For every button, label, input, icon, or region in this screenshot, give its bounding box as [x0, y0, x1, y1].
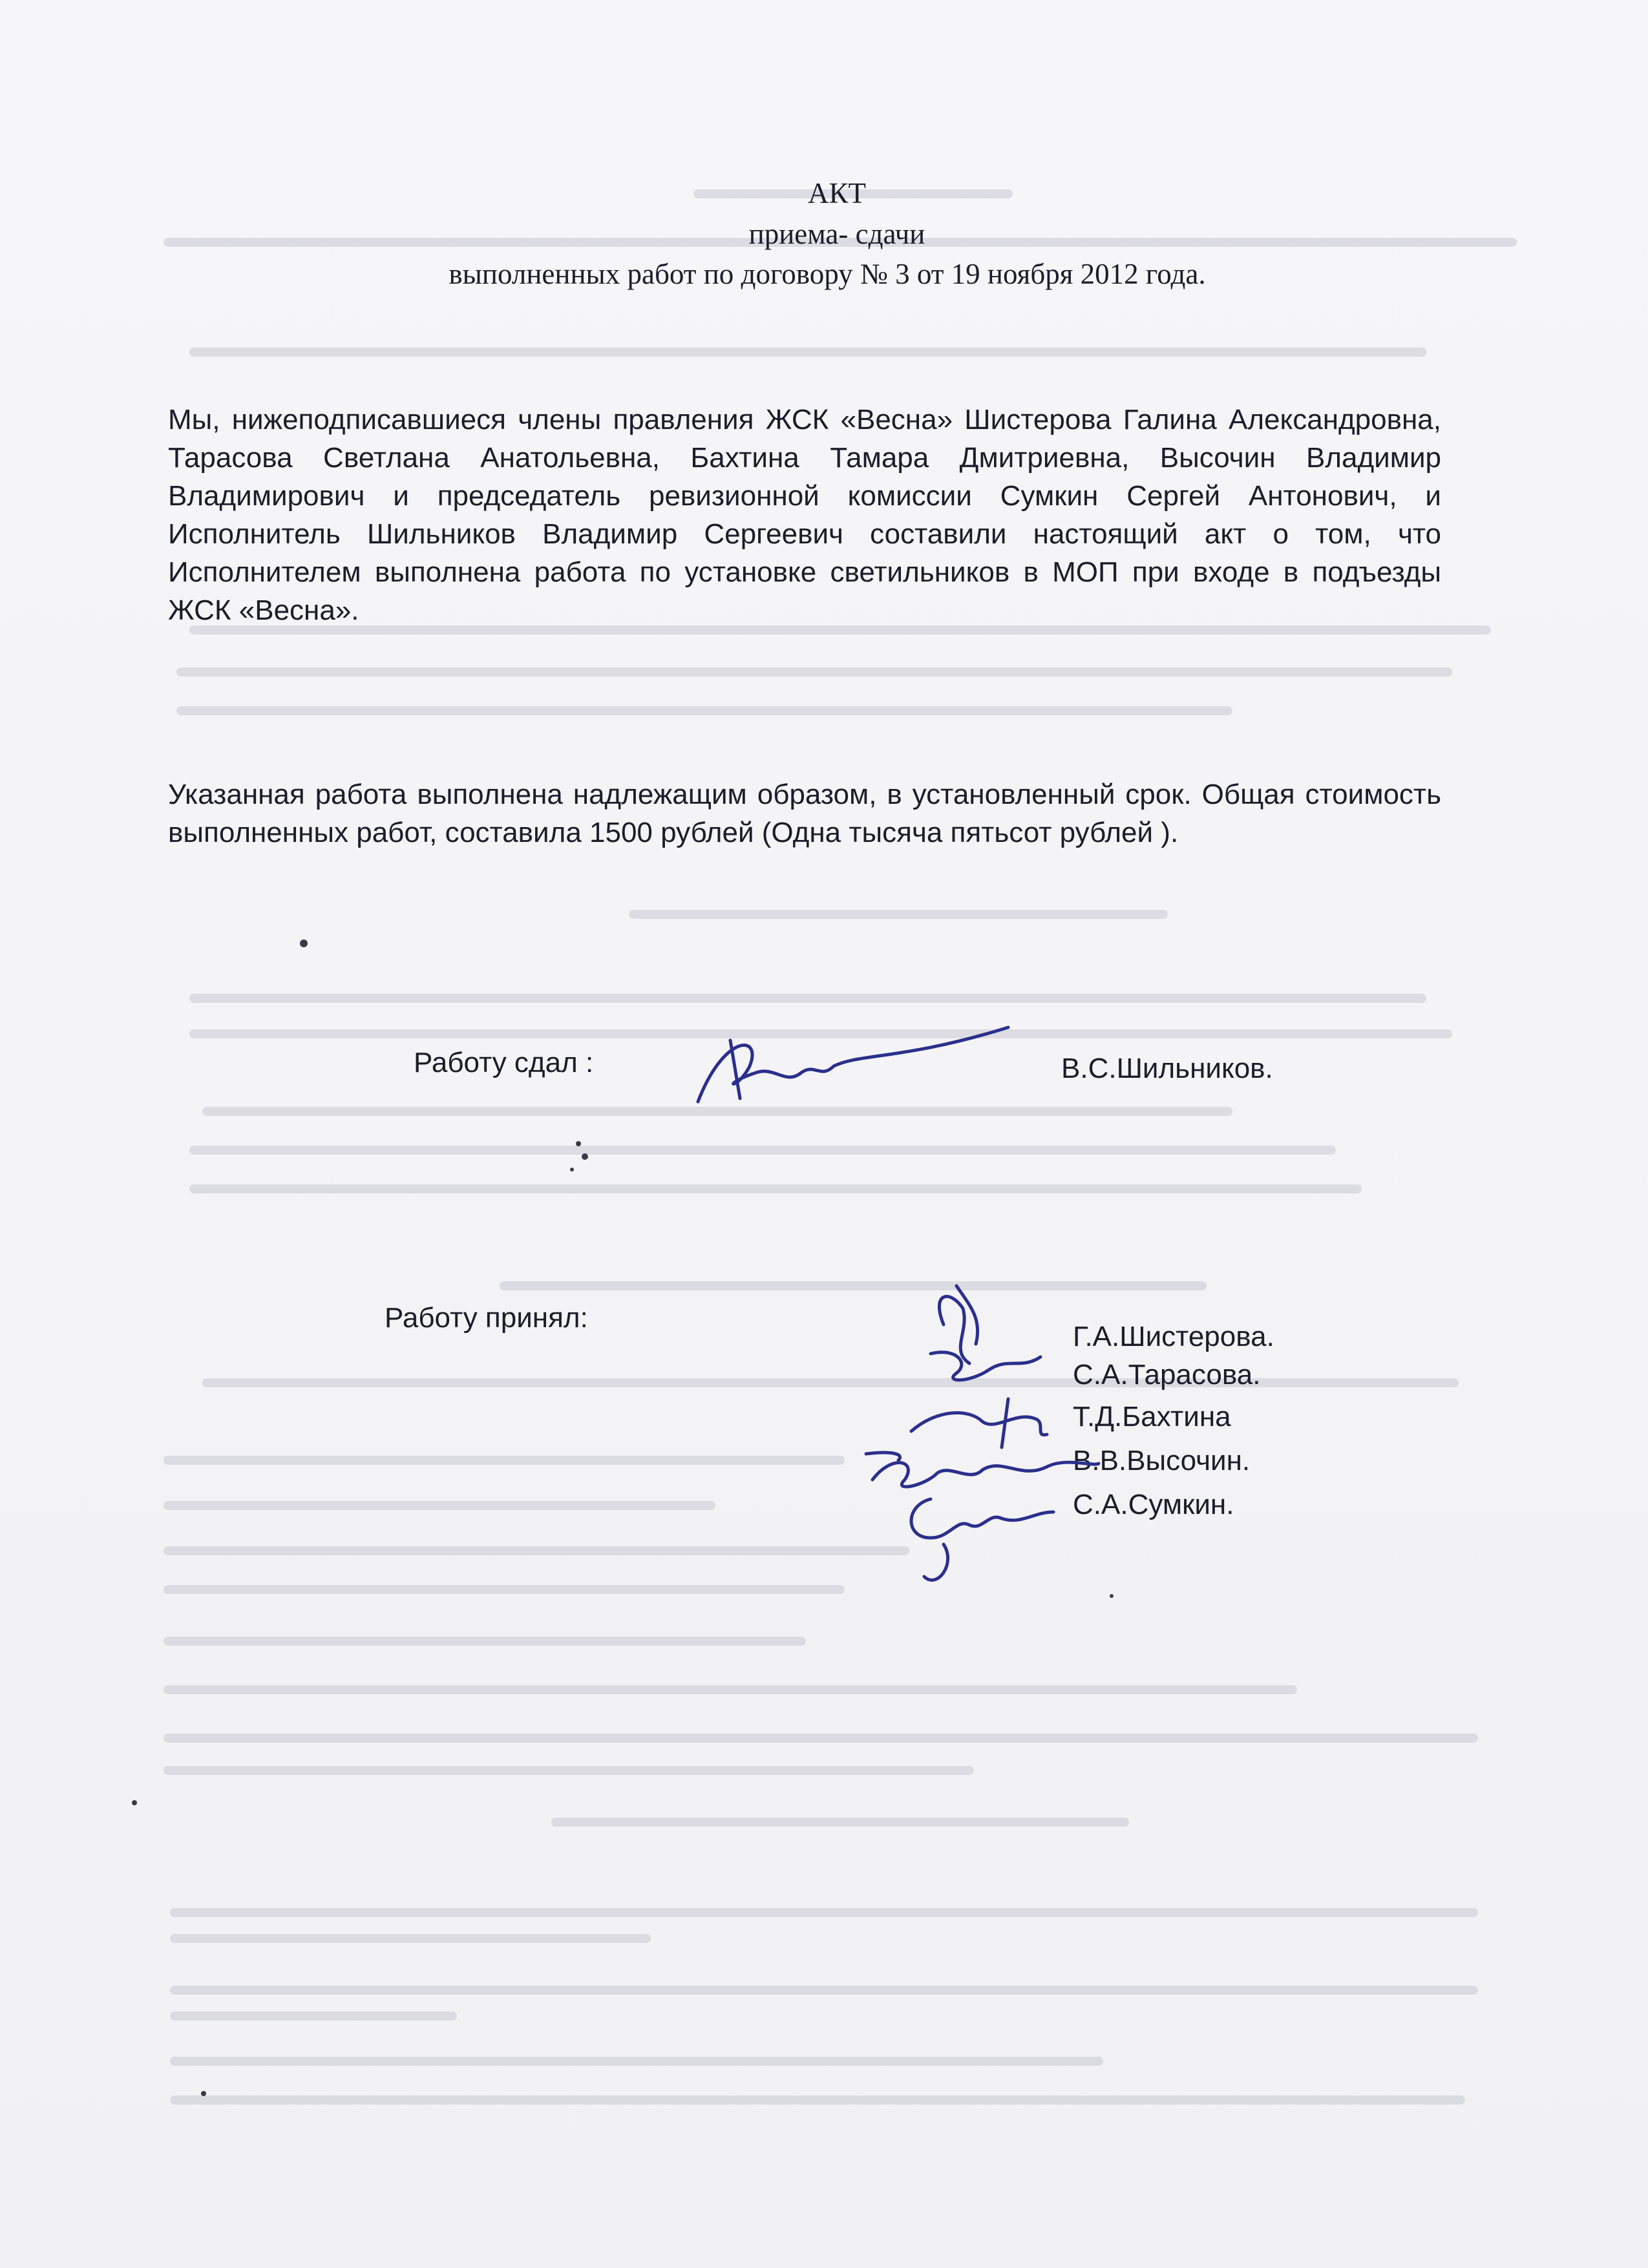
accepted-label: Работу принял:: [385, 1302, 588, 1334]
signature-sumkin: [911, 1499, 1053, 1580]
accepted-name-5: С.А.Сумкин.: [1073, 1489, 1234, 1520]
accepted-name-2: С.А.Тарасова.: [1073, 1359, 1261, 1391]
signature-bakhtina: [911, 1399, 1047, 1447]
handed-over-name: В.С.Шильников.: [1061, 1053, 1273, 1084]
accepted-name-1: Г.А.Шистерова.: [1073, 1321, 1274, 1352]
signature-vysochin: [866, 1453, 1099, 1487]
accepted-name-3: Т.Д.Бахтина: [1073, 1401, 1231, 1433]
document-subtitle: приема- сдачи: [748, 218, 925, 250]
handed-over-label: Работу сдал :: [414, 1047, 594, 1078]
contract-reference: выполненных работ по договору № 3 от 19 ноября 2012 года.: [449, 258, 1206, 290]
act-body-paragraph: Мы, нижеподписавшиеся члены правления ЖСК «Весна» Шистерова Галина Александровна, Тарасова Светлана Анатольевна, Бахтина Тамара Дмитриевна, Высочин Владимир Владимирович и председатель ревизионной комиссии Сумкин Сергей Антонович, и Исполнитель Шильников Владимир Сергеевич составили настоящий акт о том, что Исполнителем выполнена работа по установке светильников в МОП при входе в подъезды ЖСК «Весна».: [168, 404, 1441, 626]
signature-tarasova: [931, 1352, 1041, 1380]
document-title: АКТ: [808, 177, 866, 209]
accepted-name-4: В.В.Высочин.: [1073, 1445, 1251, 1476]
work-cost-paragraph: Указанная работа выполнена надлежащим образом, в установленный срок. Общая стоимость выполненных работ, составила 1500 рублей (Одна тысяча пятьсот рублей ).: [168, 779, 1441, 848]
signature-shilnikov: [698, 1027, 1008, 1102]
